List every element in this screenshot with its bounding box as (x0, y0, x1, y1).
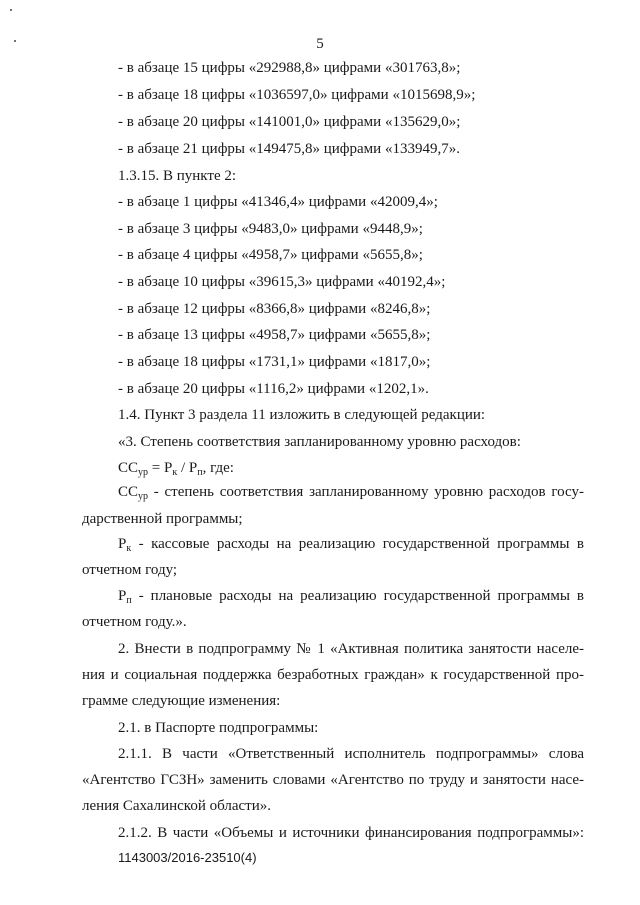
definition-p: Р (118, 588, 127, 604)
text-line: 1.4. Пункт 3 раздела 11 изложить в следующей редакции: (118, 407, 486, 423)
definition-line (118, 535, 584, 558)
definition-line (118, 587, 584, 610)
formula-eq: = Р (148, 460, 173, 476)
text-line: дарственной программы; (82, 511, 243, 527)
page-number: 5 (316, 36, 324, 52)
definition-p-subscript: п (126, 595, 132, 606)
scan-speck (10, 9, 12, 11)
text-line: - в абзаце 3 цифры «9483,0» цифрами «9448,9»; (118, 221, 423, 237)
definition-text: - кассовые расходы на реализацию государственной программы в (131, 536, 584, 552)
text-line: - в абзаце 21 цифры «149475,8» цифрами «133949,7». (118, 141, 460, 157)
definition-cc-subscript: ур (138, 491, 149, 502)
formula-rp-subscript: п (197, 467, 203, 478)
paragraph-line: ния и социальная поддержка безработных граждан» к государственной про- (82, 667, 584, 683)
formula-tail: , где: (202, 460, 234, 476)
formula-cc: СС (118, 460, 139, 476)
text-line: «3. Степень соответствия запланированному уровню расходов: (118, 434, 521, 450)
definition-p-subscript: к (126, 543, 132, 554)
text-line: 2.1. в Паспорте подпрограммы: (118, 720, 319, 736)
text-line: грамме следующие изменения: (82, 693, 281, 709)
text-line: - в абзаце 18 цифры «1036597,0» цифрами «1015698,9»; (118, 87, 476, 103)
paragraph-line: «Агентство ГСЗН» заменить словами «Агентство по труду и занятости насе- (82, 772, 584, 788)
definition-text: - степень соответствия запланированному уровню расходов госу- (148, 484, 584, 500)
text-line: - в абзаце 20 цифры «1116,2» цифрами «1202,1». (118, 381, 429, 397)
text-line: - в абзаце 10 цифры «39615,3» цифрами «40192,4»; (118, 274, 446, 290)
formula-line (118, 459, 234, 482)
formula-rk-subscript: к (172, 467, 178, 478)
paragraph-line: 2.1.1. В части «Ответственный исполнитель подпрограммы» слова (118, 746, 584, 762)
text-line: отчетном году; (82, 562, 178, 578)
text-line: - в абзаце 12 цифры «8366,8» цифрами «8246,8»; (118, 301, 431, 317)
paragraph-line: 2. Внести в подпрограмму № 1 «Активная политика занятости населе- (118, 641, 584, 657)
text-line: - в абзаце 13 цифры «4958,7» цифрами «5655,8»; (118, 327, 431, 343)
text-line: 1.3.15. В пункте 2: (118, 168, 237, 184)
text-line: - в абзаце 4 цифры «4958,7» цифрами «5655,8»; (118, 247, 423, 263)
text-line: - в абзаце 15 цифры «292988,8» цифрами «301763,8»; (118, 60, 461, 76)
formula-div: / Р (177, 460, 198, 476)
formula-cc-subscript: ур (138, 467, 149, 478)
text-line: - в абзаце 18 цифры «1731,1» цифрами «1817,0»; (118, 354, 431, 370)
document-footer-code: 1143003/2016-23510(4) (118, 850, 257, 865)
text-line: ления Сахалинской области». (82, 798, 271, 814)
definition-cc: СС (118, 484, 139, 500)
text-line: - в абзаце 20 цифры «141001,0» цифрами «135629,0»; (118, 114, 461, 130)
paragraph-line: 2.1.2. В части «Объемы и источники финансирования подпрограммы»: (118, 825, 584, 841)
text-line: отчетном году.». (82, 614, 187, 630)
definition-p: Р (118, 536, 127, 552)
text-line: - в абзаце 1 цифры «41346,4» цифрами «42009,4»; (118, 194, 438, 210)
definition-text: - плановые расходы на реализацию государственной программы в (131, 588, 584, 604)
definition-line (118, 483, 584, 506)
